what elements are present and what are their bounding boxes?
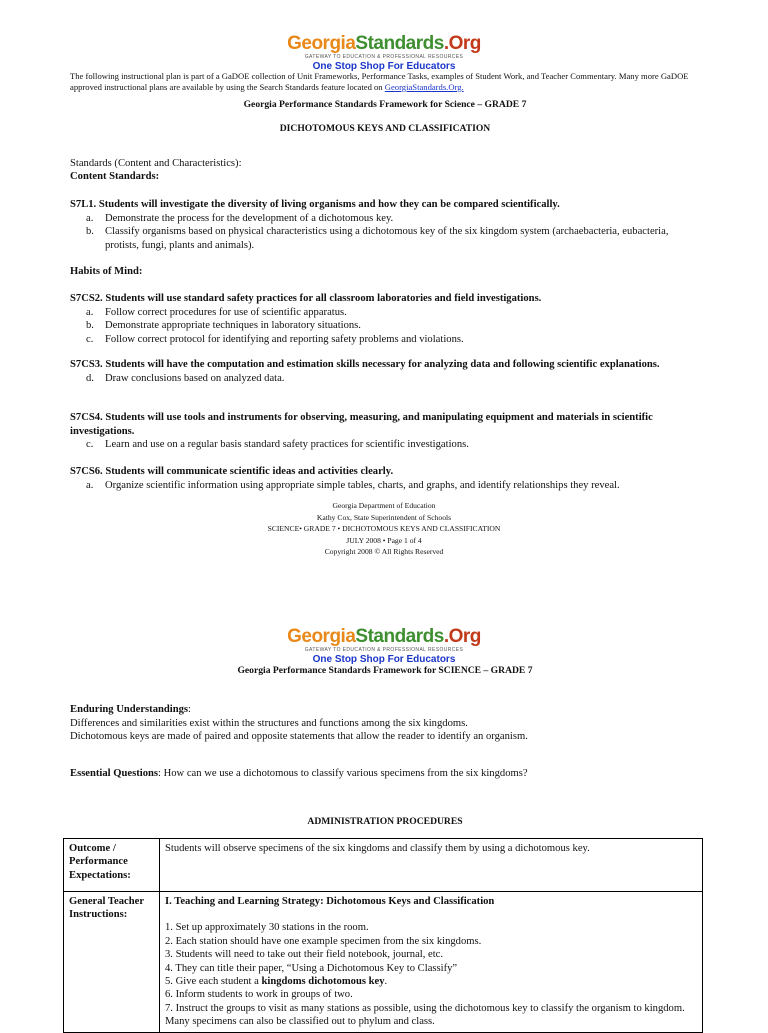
list-item: 2. Each station should have one example specimen from the six kingdoms. bbox=[165, 935, 482, 947]
content-standards-heading: Content Standards: bbox=[70, 171, 160, 182]
list-item: 4. They can title their paper, “Using a Dichotomous Key to Classify” bbox=[165, 962, 458, 974]
unit-title: DICHOTOMOUS KEYS AND CLASSIFICATION bbox=[279, 123, 491, 134]
intro-paragraph: The following instructional plan is part of a GaDOE collection of Unit Frameworks, Performance Tasks, examples of Student Work, and Teacher Commentary. Many more GaDOE approved instructional plans are available by using the Search Standards feature located on GeorgiaStandards.Org. bbox=[70, 71, 689, 92]
list-item: 6. Inform students to work in groups of two. bbox=[165, 989, 353, 1001]
list-item: c. Learn and use on a regular basis standard safety practices for scientific investigations. bbox=[86, 439, 469, 450]
list-item: d. Draw conclusions based on analyzed data. bbox=[86, 372, 285, 384]
list-item: a. Demonstrate the process for the development of a dichotomous key. bbox=[86, 212, 394, 224]
list-item: c. Follow correct protocol for identifying and reporting safety problems and violations. bbox=[86, 333, 464, 345]
essential-questions: Essential Questions: How can we use a dichotomous to classify various specimens from the six kingdoms? bbox=[70, 768, 528, 779]
list-item: 5. Give each student a kingdoms dichotomous key. bbox=[165, 976, 388, 988]
logo-block bbox=[0, 34, 768, 73]
table-row bbox=[64, 892, 703, 1033]
georgiastandards-link[interactable]: GeorgiaStandards.Org. bbox=[384, 82, 464, 92]
outcome-text: Students will observe specimens of the six kingdoms and classify them by using a dichotomous key. bbox=[160, 839, 703, 892]
framework-title-page-2: Georgia Performance Standards Framework for SCIENCE – GRADE 7 bbox=[237, 665, 533, 676]
habits-of-mind-heading: Habits of Mind: bbox=[70, 266, 143, 277]
georgia-standards-logo: GeorgiaStandards.Org bbox=[287, 626, 481, 647]
logo-tagline: GATEWAY TO EDUCATION & PROFESSIONAL RESOURCES bbox=[304, 647, 464, 653]
list-item: a. Organize scientific information using appropriate simple tables, charts, and graphs, and identify relationships they reveal. bbox=[86, 479, 620, 491]
list-item: 1. Set up approximately 30 stations in the room. bbox=[165, 922, 369, 934]
georgia-standards-logo: GeorgiaStandards.Org bbox=[287, 33, 481, 54]
list-item: a. Follow correct procedures for use of scientific apparatus. bbox=[86, 306, 347, 318]
framework-title: Georgia Performance Standards Framework for Science – GRADE 7 bbox=[243, 99, 527, 110]
list-item: 7. Instruct the groups to visit as many stations as possible, using the dichotomous key to classify the organism to kingdom. Many specimens can also be classified out to phylum and class. bbox=[165, 1002, 685, 1028]
instructions-cell: I. Teaching and Learning Strategy: Dichotomous Keys and Classification 1. Set up approximately 30 stations in the room. 2. Each station should have one example specimen from the six kingdoms. 3. Students will need to take out their field notebook, journal, etc. 4. They can title their paper, “Using a Dichotomous Key to Classify” 5. Give each student a kingdoms dichotomous key. 6. Inform students to work in groups of two. 7. Instruct the groups to visit as many stations as possible, using the dichotomous key to classify the organism to kingdom. Many specimens can also be classified out to phylum and class. bbox=[160, 892, 703, 1033]
standard-s7cs6: S7CS6. Students will communicate scientific ideas and activities clearly. a. Organize scientific information using appropriate simple tables, charts, and graphs, and identify relationships they reveal. bbox=[70, 465, 700, 492]
list-item: b. Demonstrate appropriate techniques in laboratory situations. bbox=[86, 320, 361, 331]
logo-block-page-2 bbox=[0, 627, 768, 666]
table-row bbox=[64, 839, 703, 892]
administration-table bbox=[63, 838, 703, 1033]
logo-slogan: One Stop Shop For Educators bbox=[312, 61, 456, 72]
standard-s7cs4: S7CS4. Students will use tools and instruments for observing, measuring, and manipulating equipment and materials in scientific investigations. c. Learn and use on a regular basis standard safety practices for scientific investigations. bbox=[70, 411, 700, 452]
outcome-label: Outcome / Performance Expectations: bbox=[64, 839, 160, 892]
administration-procedures-heading: ADMINISTRATION PROCEDURES bbox=[307, 816, 463, 827]
standard-s7cs2: S7CS2. Students will use standard safety practices for all classroom laboratories and field investigations. a. Follow correct procedures for use of scientific apparatus. b. Demonstrate appropriate techniques in laboratory situations. c. Follow correct protocol for identifying and reporting safety problems and violations. bbox=[70, 292, 700, 346]
standard-s7l1: S7L1. Students will investigate the diversity of living organisms and how they can be compared scientifically. a. Demonstrate the process for the development of a dichotomous key. b. Classify organisms based on physical characteristics using a dichotomous key of the six kingdom system (archaebacteria, eubacteria, protists, fungi, plants and animals). bbox=[70, 198, 700, 252]
logo-tagline: GATEWAY TO EDUCATION & PROFESSIONAL RESOURCES bbox=[304, 54, 464, 60]
enduring-understandings: Enduring Understandings: Differences and similarities exist within the structures and functions among the six kingdoms. Dichotomous keys are made of paired and opposite statements that allow the reader to identify an organism. bbox=[70, 704, 528, 742]
logo-slogan: One Stop Shop For Educators bbox=[312, 654, 456, 665]
instructions-label: General Teacher Instructions: bbox=[64, 892, 160, 1033]
list-item: 3. Students will need to take out their field notebook, journal, etc. bbox=[165, 949, 444, 961]
standard-s7cs3: S7CS3. Students will have the computation and estimation skills necessary for analyzing data and following scientific explanations. d. Draw conclusions based on analyzed data. bbox=[70, 358, 700, 385]
page-footer: Georgia Department of Education Kathy Cox, State Superintendent of Schools SCIENCE• GRADE 7 • DICHOTOMOUS KEYS AND CLASSIFICATION JULY 2008 • Page 1 of 4 Copyright 2008 © All Rights Reserved bbox=[267, 501, 501, 556]
standards-heading: Standards (Content and Characteristics): bbox=[70, 158, 242, 169]
list-item: b. Classify organisms based on physical characteristics using a dichotomous key of the six kingdom system (archaebacteria, eubacteria, protists, fungi, plants and animals). bbox=[86, 226, 669, 251]
